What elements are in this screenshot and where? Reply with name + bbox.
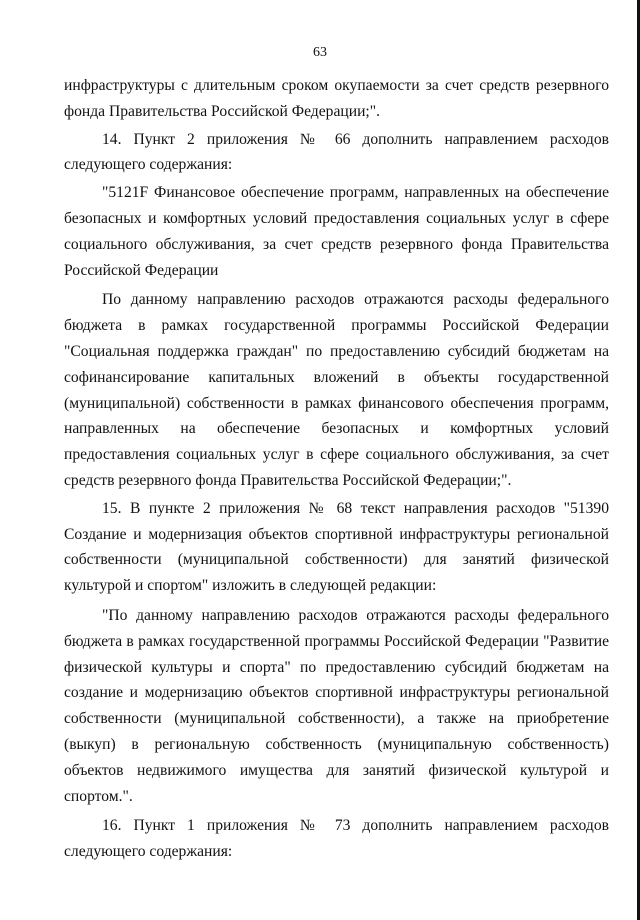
page-number: 63: [313, 45, 327, 60]
document-body: [64, 73, 609, 865]
paragraph-expense-5121f: "5121F Финансовое обеспечение программ, направленных на обеспечение безопасных и комфортных условий предоставления социальных услуг в сфере социального обслуживания, за счет средств резервного фонда Правительства Российской Федерации: [64, 184, 609, 279]
paragraph-continuation: инфраструктуры с длительным сроком окупаемости за счет средств резервного фонда Правительства Российской Федерации;".: [64, 77, 609, 120]
paragraph-item-16: 16. Пункт 1 приложения № 73 дополнить направлением расходов следующего содержания:: [64, 817, 609, 861]
paragraph-item-15: 15. В пункте 2 приложения № 68 текст направления расходов "51390 Создание и модернизация объектов спортивной инфраструктуры региональной собственности (муниципальной собственности) для занятий физической культурой и спортом" изложить в следующей редакции:: [64, 499, 609, 595]
paragraph-item-14: 14. Пункт 2 приложения № 66 дополнить направлением расходов следующего содержания:: [64, 130, 609, 174]
paragraph-expense-5121f-description: По данному направлению расходов отражаются расходы федерального бюджета в рамках государственной программы Российской Федерации "Социальная поддержка граждан" по предоставлению субсидий бюджетам на софинансирование капитальных вложений в объекты государственной (муниципальной) собственности в рамках финансового обеспечения программ, направленных на обеспечение безопасных и комфортных условий предоставления социальных услуг в сфере социального обслуживания, за счет средств резервного фонда Правительства Российской Федерации;".: [64, 291, 609, 489]
paragraph-expense-51390-description: "По данному направлению расходов отражаются расходы федерального бюджета в рамках государственной программы Российской Федерации "Развитие физической культуры и спорта" по предоставлению субсидий бюджетам на создание и модернизацию объектов спортивной инфраструктуры региональной собственности (муниципальной собственности), а также на приобретение (выкуп) в региональную собственность (муниципальную собственность) объектов недвижимого имущества для занятий физической культурой и спортом.".: [64, 606, 609, 805]
